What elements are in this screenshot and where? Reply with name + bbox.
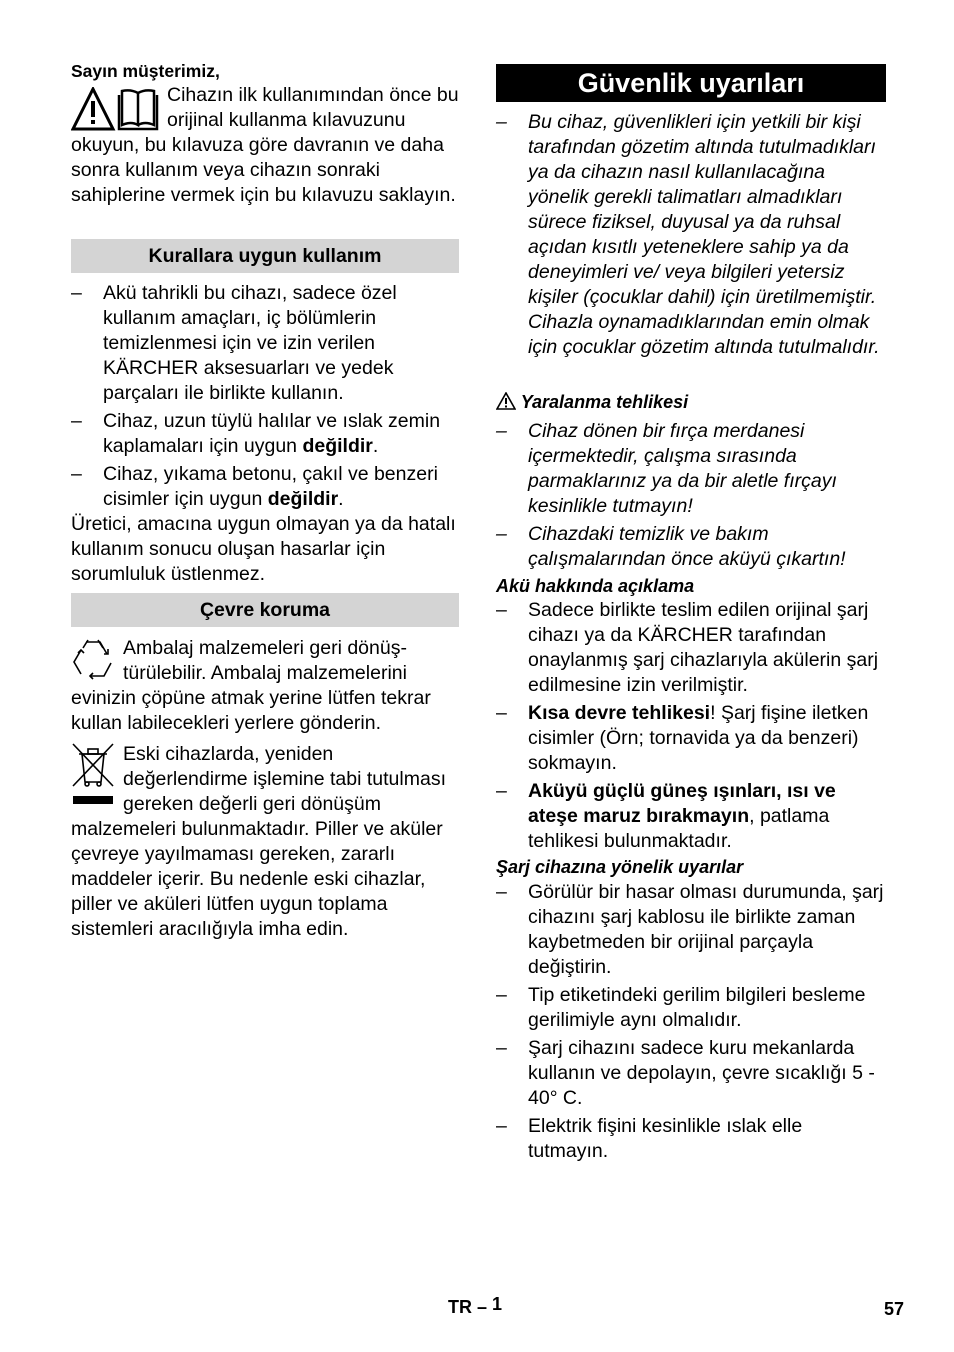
footer-section-code: TR – 1 — [448, 1294, 503, 1317]
list-item: – Elektrik fişini kesinlikle ıslak elle tutmayın. — [496, 1115, 803, 1162]
battery-list — [496, 598, 886, 857]
weee-bin-icon — [71, 742, 115, 808]
list-item: – Aküyü güçlü güneş ışınları, ısı ve ateşe maruz bırakmayın, patlama tehlikesi bulunmaktadır. — [496, 780, 836, 852]
recycle-icon — [71, 636, 115, 682]
list-item: – Cihazdaki temizlik ve bakım çalışmalarından önce aküyü çıkartın! — [496, 523, 846, 570]
list-item: – Görülür bir hasar olması durumunda, şarj cihazını şarj kablosu ile birlikte zaman kaybetmeden bir orijinal parçayla değiştirin. — [496, 881, 884, 978]
intended-use-list — [71, 281, 459, 515]
list-item: – Sadece birlikte teslim edilen orijinal şarj cihazı ya da KÄRCHER tarafından onaylanmış şarj cihazlarıyla akülerin şarj edilmesine izin verilmiştir. — [496, 599, 879, 696]
list-item: – Akü tahrikli bu cihazı, sadece özel kullanım amaçları, iç bölümlerin temizlenmesi için ve izin verilen KÄRCHER aksesuarları ve yedek parçaları ile birlikte kullanın. — [71, 282, 397, 404]
list-item: – Şarj cihazını sadece kuru mekanlarda kullanın ve depolayın, çevre sıcaklığı 5 - 40° C. — [496, 1037, 875, 1109]
intro-paragraph — [71, 83, 459, 208]
battery-heading: Akü hakkında açıklama — [496, 576, 695, 596]
section-title-intended-use: Kurallara uygun kullanım — [71, 239, 459, 273]
greeting: Sayın müşterimiz, — [71, 61, 220, 81]
list-item: – Cihaz, yıkama betonu, çakıl ve benzeri cisimler için uygun değildir. — [71, 463, 438, 510]
weee-paragraph: Eski cihazlarda, yeniden değerlendirme işlemine tabi tutulması gereken değerli geri dönüşüm malzemeleri bulunmaktadır. Piller ve aküler çevreye yayılmaması gereken, zararlı maddeler içerir. Bu nedenle eski cihazlar, piller ve aküleri lütfen uygun toplama sistemleri aracılığıyla imha edin. — [71, 743, 446, 940]
manual-book-icon — [119, 90, 157, 129]
charger-list — [496, 880, 886, 1167]
list-item: – Cihaz dönen bir fırça merdanesi içermektedir, çalışma sırasında parmaklarınız ya da bir aletle fırçayı kesinlikle tutmayın! — [496, 420, 837, 517]
safety-list — [496, 110, 886, 363]
intro-text: Cihazın ilk kullanımından önce bu orijinal kullanma kılavuzunu okuyun, bu kılavuza göre davranın ve daha sonra kullanım veya cihazın sonraki sahiplerine vermek için bu kılavuzu saklayın. — [71, 84, 459, 206]
injury-list — [496, 419, 886, 575]
liability-note: Üretici, amacına uygun olmayan ya da hatalı kullanım sonucu oluşan hasarlar için sorumluluk üstlenmez. — [71, 513, 456, 585]
injury-heading: Yaralanma tehlikesi — [496, 390, 688, 415]
warning-small-icon — [496, 392, 516, 410]
list-item: – Cihaz, uzun tüylü halılar ve ıslak zemin kaplamaları için uygun değildir. — [71, 410, 441, 457]
list-item: – Tip etiketindeki gerilim bilgileri besleme gerilimiyle aynı olmalıdır. — [496, 984, 866, 1031]
list-item: – Bu cihaz, güvenlikleri için yetkili bir kişi tarafından gözetim altında tutulmadıkları ya da cihazın nasıl kullanılacağına yönelik gerekli talimatları almadıkları sürece fiziksel, duyusal ya da ruhsal açıdan kısıtlı yeteneklere sahip ya da deneyimleri ve/ veya bilgileri yetersiz kişiler (çocuklar dahil) için üretilmemiştir. Cihazla oynamadıklarından emin olmak için çocuklar gözetim altında tutulmalıdır. — [496, 111, 880, 358]
list-item: – Kısa devre tehlikesi! Şarj fişine iletken cisimler (Örn; tornavida ya da benzeri) sokmayın. — [496, 702, 869, 774]
page-number: 57 — [884, 1299, 905, 1319]
page-title: Güvenlik uyarıları — [496, 64, 886, 102]
warning-manual-icon — [71, 87, 159, 133]
warning-triangle-icon — [73, 89, 113, 129]
charger-heading: Şarj cihazına yönelik uyarılar — [496, 857, 744, 877]
recycling-paragraph: Ambalaj malzemeleri geri dönüş-türülebilir. Ambalaj malzemelerini evinizin çöpüne atmak yerine lütfen tekrar kullan labilecekleri yerlere gönderin. — [71, 637, 431, 734]
section-title-environment: Çevre koruma — [71, 593, 459, 627]
